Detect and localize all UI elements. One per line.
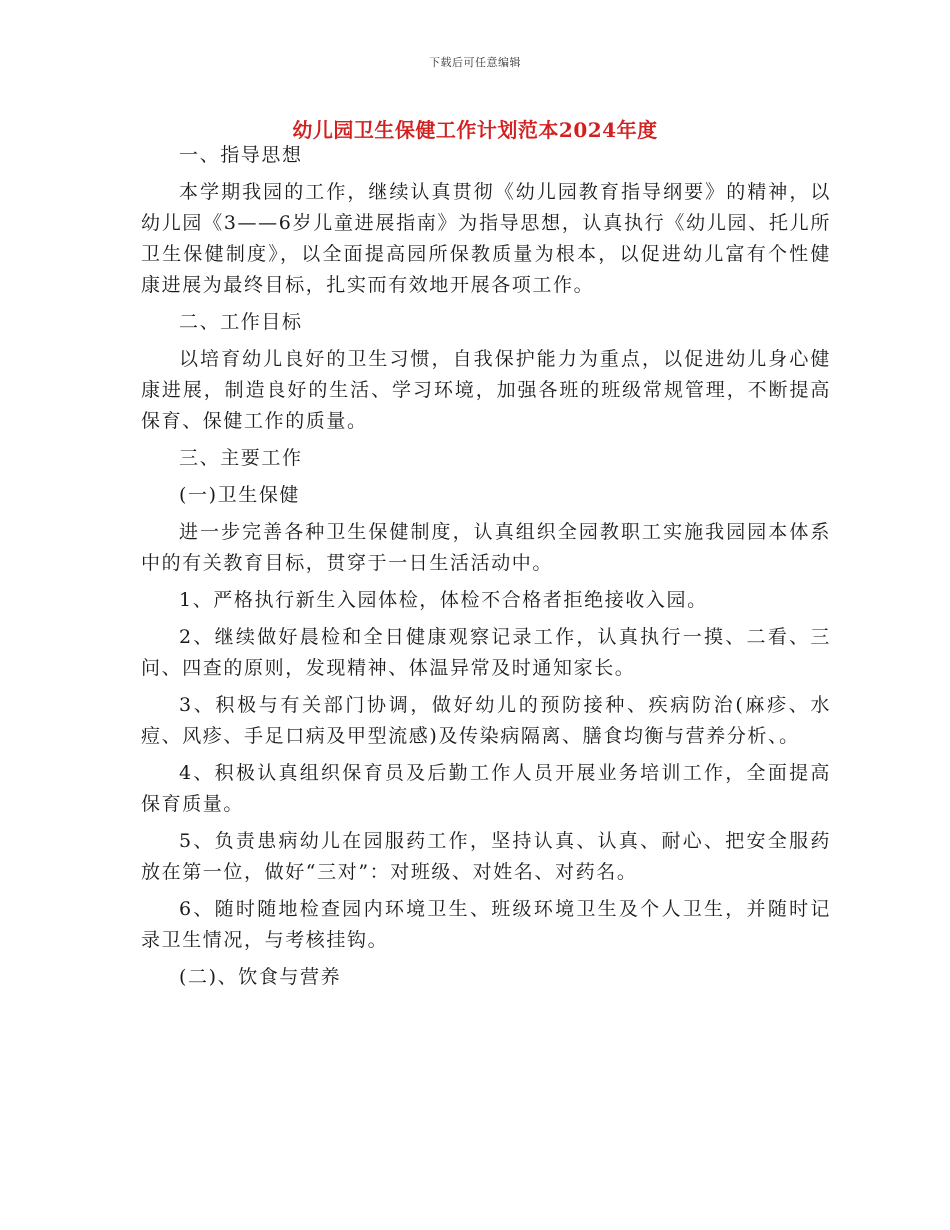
section-heading-work-goals: 二、工作目标 (179, 311, 303, 333)
section-heading-guiding-thought: 一、指导思想 (179, 144, 303, 166)
list-item-1: 1、严格执行新生入园体检，体检不合格者拒绝接收入园。 (179, 589, 708, 611)
paragraph-guiding-thought: 本学期我园的工作，继续认真贯彻《幼儿园教育指导纲要》的精神，以幼儿园《3——6岁儿童进展指南》为指导思想，认真执行《幼儿园、托儿所卫生保健制度》，以全面提高园所保教质量为根本，以促进幼儿富有个性健康进展为最终目标，扎实而有效地开展各项工作。 (141, 181, 831, 296)
paragraph-hygiene-intro: 进一步完善各种卫生保健制度，认真组织全园教职工实施我园园本体系中的有关教育目标，贯穿于一日生活活动中。 (141, 521, 831, 574)
section-heading-main-work: 三、主要工作 (179, 447, 303, 469)
list-item-6: 6、随时随地检查园内环境卫生、班级环境卫生及个人卫生，并随时记录卫生情况，与考核挂钩。 (141, 898, 831, 951)
list-item-5: 5、负责患病幼儿在园服药工作，坚持认真、认真、耐心、把安全服药放在第一位，做好“三对”：对班级、对姓名、对药名。 (141, 830, 831, 883)
list-item-3: 3、积极与有关部门协调，做好幼儿的预防接种、疾病防治(麻疹、水痘、风疹、手足口病及甲型流感)及传染病隔离、膳食均衡与营养分析、。 (141, 694, 831, 747)
list-item-4: 4、积极认真组织保育员及后勤工作人员开展业务培训工作，全面提高保育质量。 (141, 762, 831, 815)
subsection-heading-diet-nutrition: (二)、饮食与营养 (179, 966, 342, 988)
document-body (141, 140, 831, 999)
paragraph-work-goals: 以培育幼儿良好的卫生习惯，自我保护能力为重点，以促进幼儿身心健康进展，制造良好的生活、学习环境，加强各班的班级常规管理，不断提高保育、保健工作的质量。 (141, 348, 831, 432)
document-title: 幼儿园卫生保健工作计划范本2024年度 (292, 118, 658, 142)
list-item-2: 2、继续做好晨检和全日健康观察记录工作，认真执行一摸、二看、三问、四查的原则，发现精神、体温异常及时通知家长。 (141, 626, 831, 679)
header-note: 下载后可任意编辑 (429, 56, 521, 69)
subsection-heading-hygiene: (一)卫生保健 (179, 484, 301, 506)
